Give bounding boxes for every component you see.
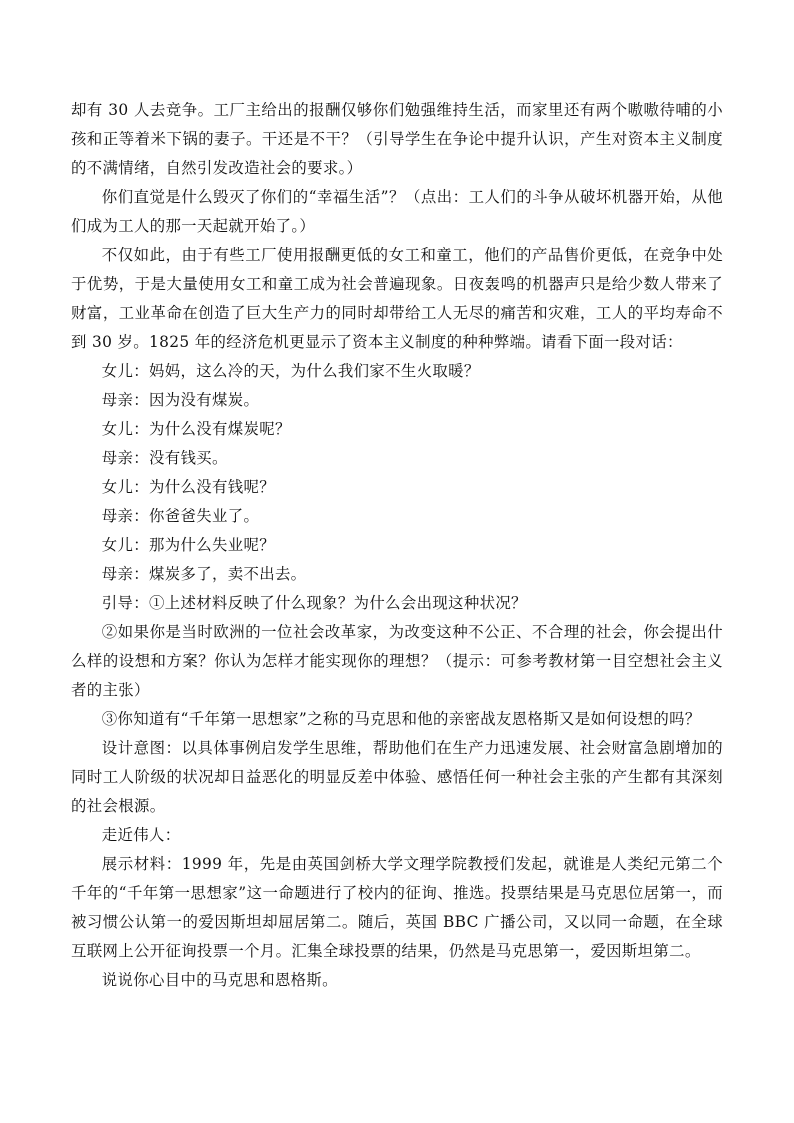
section-heading: 走近伟人： — [101, 826, 181, 844]
dialogue-line: 女儿：那为什么失业呢？ — [101, 536, 275, 554]
design-intent: 设计意图：以具体事例启发学生思维，帮助他们在生产力迅速发展、社会财富急剧增加的同时工人阶级的状况却日益恶化的明显反差中体验、感悟任何一种社会主张的产生都有其深刻的社会根源。 — [71, 739, 723, 815]
guide-question: 引导：①上述材料反映了什么现象？为什么会出现这种状况？ — [101, 594, 527, 612]
paragraph: 展示材料：1999 年，先是由英国剑桥大学文理学院教授们发起，就谁是人类纪元第二个千年的“千年第一思想家”这一命题进行了校内的征询、推选。投票结果是马克思位居第一，而被习惯公认第一的爱因斯坦却屈居第二。随后，英国 BBC 广播公司，又以同一命题，在全球互联网上公开征询投票一个月。汇集全球投票的结果，仍然是马克思第一，爱因斯坦第二。 — [71, 855, 723, 960]
guide-question: ③你知道有“千年第一思想家”之称的马克思和他的亲密战友恩格斯又是如何设想的吗？ — [101, 710, 701, 728]
dialogue-line: 女儿：为什么没有煤炭呢？ — [101, 420, 291, 438]
dialogue-line: 女儿：为什么没有钱呢？ — [101, 478, 275, 496]
paragraph: 说说你心目中的马克思和恩格斯。 — [101, 971, 338, 989]
document-body — [71, 96, 723, 995]
dialogue-line: 母亲：煤炭多了，卖不出去。 — [101, 565, 307, 583]
dialogue-line: 母亲：没有钱买。 — [101, 449, 228, 467]
paragraph: 不仅如此，由于有些工厂使用报酬更低的女工和童工，他们的产品售价更低，在竞争中处于优势，于是大量使用女工和童工成为社会普遍现象。日夜轰鸣的机器声只是给少数人带来了财富，工业革命在创造了巨大生产力的同时却带给工人无尽的痛苦和灾难，工人的平均寿命不到 30 岁。1825 年的经济危机更显示了资本主义制度的种种弊端。请看下面一段对话： — [71, 246, 723, 351]
dialogue-line: 母亲：你爸爸失业了。 — [101, 507, 260, 525]
paragraph: 你们直觉是什么毁灭了你们的“幸福生活”？（点出：工人们的斗争从破坏机器开始，从他们成为工人的那一天起就开始了。） — [71, 188, 723, 235]
dialogue-line: 女儿：妈妈，这么冷的天，为什么我们家不生火取暖？ — [101, 362, 480, 380]
dialogue-line: 母亲：因为没有煤炭。 — [101, 391, 260, 409]
guide-question: ②如果你是当时欧洲的一位社会改革家，为改变这种不公正、不合理的社会，你会提出什么样的设想和方案？你认为怎样才能实现你的理想？（提示：可参考教材第一目空想社会主义者的主张） — [71, 623, 723, 699]
paragraph: 却有 30 人去竞争。工厂主给出的报酬仅够你们勉强维持生活，而家里还有两个嗷嗷待哺的小孩和正等着米下锅的妻子。干还是不干？（引导学生在争论中提升认识，产生对资本主义制度的不满情绪，自然引发改造社会的要求。） — [71, 101, 723, 177]
